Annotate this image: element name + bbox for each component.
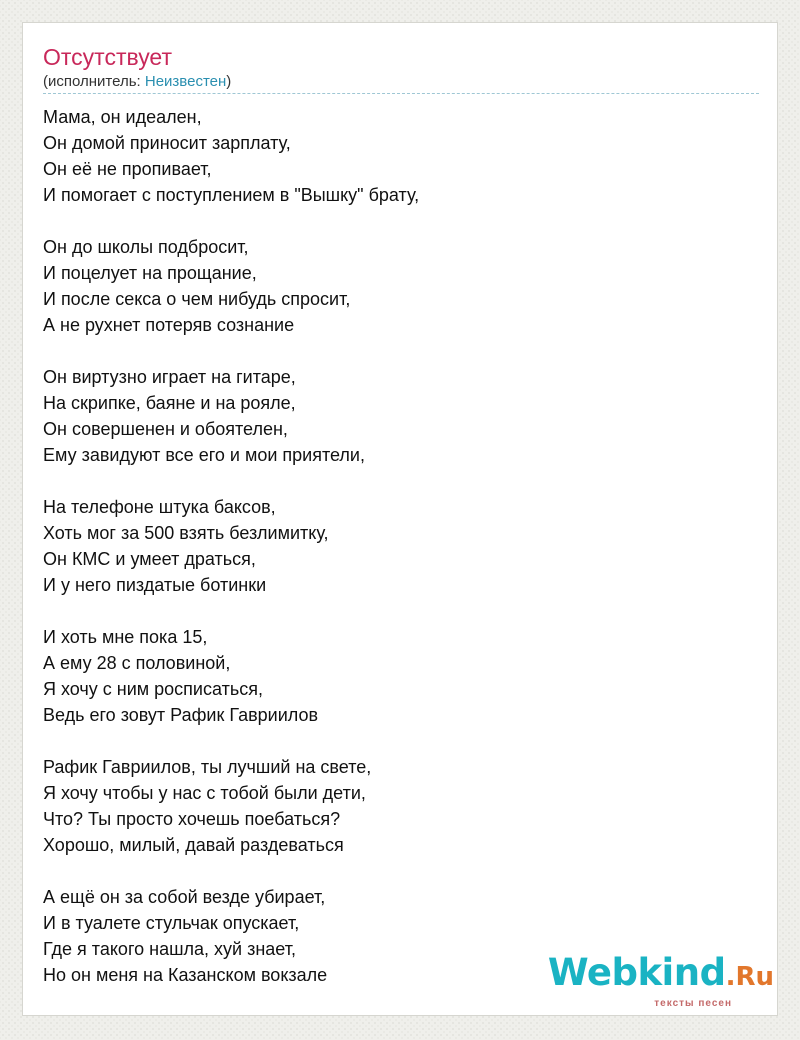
lyric-line: Я хочу с ним росписаться, xyxy=(43,679,263,699)
artist-suffix: ) xyxy=(226,73,232,90)
lyric-line: На телефоне штука баксов, xyxy=(43,497,276,517)
logo-wordmark xyxy=(548,950,774,1003)
stanza-1 xyxy=(43,104,759,208)
lyric-line: Что? Ты просто хочешь поебаться? xyxy=(43,809,341,829)
lyrics-body xyxy=(43,104,759,1014)
logo-word: Webkind xyxy=(547,951,726,994)
lyric-line: А ему 28 с половиной, xyxy=(43,653,231,673)
lyric-line: Он до школы подбросит, xyxy=(43,237,249,257)
lyric-line: На скрипке, баяне и на рояле, xyxy=(43,393,296,413)
lyric-line: Но он меня на Казанском вокзале xyxy=(43,965,328,985)
stanza-5 xyxy=(43,624,759,728)
lyric-line: Он совершенен и обоятелен, xyxy=(43,419,288,439)
lyric-line: Он её не пропивает, xyxy=(43,159,212,179)
lyric-line: Ему завидуют все его и мои приятели, xyxy=(43,445,365,465)
lyric-line: Хоть мог за 500 взять безлимитку, xyxy=(43,523,329,543)
lyric-line: Где я такого нашла, хуй знает, xyxy=(43,939,296,959)
stanza-4 xyxy=(43,494,759,598)
lyric-line: И после секса о чем нибудь спросит, xyxy=(43,289,351,309)
lyric-line: И хоть мне пока 15, xyxy=(43,627,208,647)
artist-link[interactable]: Неизвестен xyxy=(144,73,227,90)
stanza-6 xyxy=(43,754,759,858)
artist-prefix: (исполнитель: xyxy=(43,73,145,90)
logo-tld: .Ru xyxy=(725,962,774,992)
lyric-line: Хорошо, милый, давай раздеваться xyxy=(43,835,344,855)
site-logo[interactable] xyxy=(547,950,774,1020)
song-title: Отсутствует xyxy=(43,44,172,70)
title-divider xyxy=(43,93,759,94)
lyrics-card xyxy=(22,22,778,1016)
lyric-line: А ещё он за собой везде убирает, xyxy=(43,887,326,907)
lyric-line: Мама, он идеален, xyxy=(43,107,202,127)
lyric-line: Я хочу чтобы у нас с тобой были дети, xyxy=(43,783,366,803)
artist-line xyxy=(43,73,231,91)
stanza-3 xyxy=(43,364,759,468)
logo-tagline: тексты песен xyxy=(654,998,732,1009)
lyric-line: Он домой приносит зарплату, xyxy=(43,133,291,153)
lyric-line: Он КМС и умеет драться, xyxy=(43,549,256,569)
lyric-line: А не рухнет потеряв сознание xyxy=(43,315,295,335)
lyric-line: Ведь его зовут Рафик Гавриилов xyxy=(43,705,319,725)
lyric-line: Рафик Гавриилов, ты лучший на свете, xyxy=(43,757,372,777)
lyric-line: Он виртузно играет на гитаре, xyxy=(43,367,296,387)
lyric-line: И поцелует на прощание, xyxy=(43,263,257,283)
stanza-2 xyxy=(43,234,759,338)
lyric-line: И в туалете стульчак опускает, xyxy=(43,913,300,933)
lyric-line: И у него пиздатые ботинки xyxy=(43,575,267,595)
lyric-line: И помогает с поступлением в "Вышку" брату, xyxy=(43,185,420,205)
